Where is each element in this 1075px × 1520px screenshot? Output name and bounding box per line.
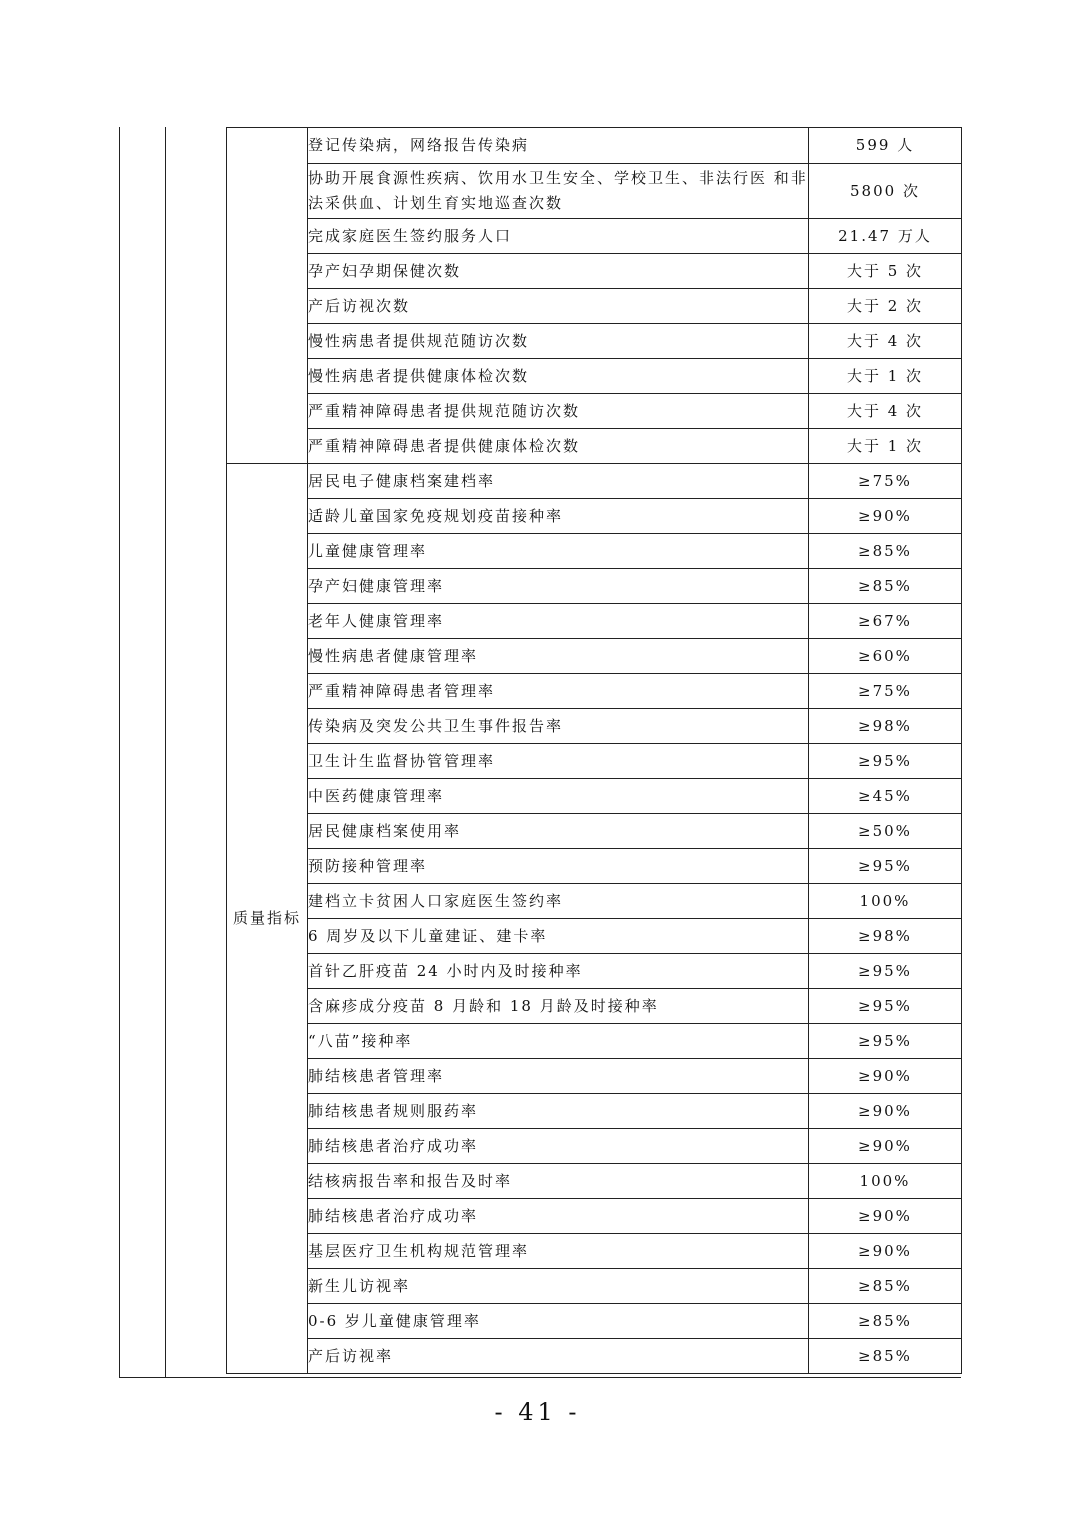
table-row bbox=[227, 1059, 962, 1094]
table-row bbox=[227, 1164, 962, 1199]
indicator-value-cell: 大于 4 次 bbox=[809, 324, 962, 359]
indicator-value-cell: ≥45% bbox=[809, 779, 962, 814]
table-row bbox=[227, 429, 962, 464]
indicator-value-cell: ≥98% bbox=[809, 919, 962, 954]
indicator-name-cell: 基层医疗卫生机构规范管理率 bbox=[308, 1234, 809, 1269]
indicator-value-cell: 599 人 bbox=[809, 128, 962, 164]
table-row bbox=[227, 1339, 962, 1374]
table-row bbox=[227, 569, 962, 604]
indicator-name-cell: 严重精神障碍患者提供健康体检次数 bbox=[308, 429, 809, 464]
indicator-value-cell: 100% bbox=[809, 884, 962, 919]
table-row bbox=[227, 464, 962, 499]
indicator-value-cell: 大于 1 次 bbox=[809, 359, 962, 394]
indicator-value-cell: ≥85% bbox=[809, 569, 962, 604]
table-row bbox=[227, 1304, 962, 1339]
indicator-value-cell: ≥90% bbox=[809, 1059, 962, 1094]
indicator-value-cell: 21.47 万人 bbox=[809, 219, 962, 254]
indicator-value-cell: ≥95% bbox=[809, 989, 962, 1024]
indicator-value-cell: ≥85% bbox=[809, 1339, 962, 1374]
indicator-name-cell: 慢性病患者健康管理率 bbox=[308, 639, 809, 674]
indicator-name-cell: 产后访视次数 bbox=[308, 289, 809, 324]
table-left-border bbox=[119, 127, 120, 1378]
indicator-name-cell: 孕产妇孕期保健次数 bbox=[308, 254, 809, 289]
indicator-value-cell: ≥95% bbox=[809, 1024, 962, 1059]
page-number: - 41 - bbox=[494, 1398, 581, 1426]
table-row bbox=[227, 359, 962, 394]
category-cell: 质量指标 bbox=[227, 464, 308, 1374]
indicator-value-cell: ≥90% bbox=[809, 1234, 962, 1269]
table-row bbox=[227, 989, 962, 1024]
indicator-name-cell: 协助开展食源性疾病、饮用水卫生安全、学校卫生、非法行医 和非法采供血、计划生育实地巡查次数 bbox=[308, 164, 809, 219]
indicator-value-cell: 大于 4 次 bbox=[809, 394, 962, 429]
table-row bbox=[227, 779, 962, 814]
table-row bbox=[227, 604, 962, 639]
indicator-value-cell: ≥60% bbox=[809, 639, 962, 674]
indicator-name-cell: 肺结核患者规则服药率 bbox=[308, 1094, 809, 1129]
indicator-name-cell: “八苗”接种率 bbox=[308, 1024, 809, 1059]
category-cell bbox=[227, 128, 308, 464]
table-row bbox=[227, 919, 962, 954]
indicator-name-cell: 老年人健康管理率 bbox=[308, 604, 809, 639]
table-row bbox=[227, 674, 962, 709]
table-row bbox=[227, 709, 962, 744]
indicator-name-cell: 卫生计生监督协管管理率 bbox=[308, 744, 809, 779]
indicator-name-cell: 中医药健康管理率 bbox=[308, 779, 809, 814]
indicator-name-cell: 登记传染病，网络报告传染病 bbox=[308, 128, 809, 164]
table-row bbox=[227, 219, 962, 254]
indicator-name-cell: 慢性病患者提供规范随访次数 bbox=[308, 324, 809, 359]
indicator-name-cell: 居民健康档案使用率 bbox=[308, 814, 809, 849]
indicator-name-cell: 肺结核患者治疗成功率 bbox=[308, 1199, 809, 1234]
indicator-table bbox=[226, 127, 962, 1374]
indicator-name-cell: 肺结核患者治疗成功率 bbox=[308, 1129, 809, 1164]
table-column-divider-1 bbox=[165, 127, 166, 1378]
table-row bbox=[227, 954, 962, 989]
indicator-name-cell: 含麻疹成分疫苗 8 月龄和 18 月龄及时接种率 bbox=[308, 989, 809, 1024]
indicator-value-cell: ≥85% bbox=[809, 1304, 962, 1339]
indicator-name-cell: 居民电子健康档案建档率 bbox=[308, 464, 809, 499]
indicator-name-cell: 孕产妇健康管理率 bbox=[308, 569, 809, 604]
table-row bbox=[227, 1094, 962, 1129]
table-row bbox=[227, 884, 962, 919]
table-row bbox=[227, 128, 962, 164]
indicator-name-cell: 适龄儿童国家免疫规划疫苗接种率 bbox=[308, 499, 809, 534]
indicator-name-cell: 6 周岁及以下儿童建证、建卡率 bbox=[308, 919, 809, 954]
indicator-name-cell: 完成家庭医生签约服务人口 bbox=[308, 219, 809, 254]
table-row bbox=[227, 394, 962, 429]
indicator-value-cell: ≥50% bbox=[809, 814, 962, 849]
indicator-value-cell: ≥95% bbox=[809, 849, 962, 884]
indicator-value-cell: 大于 1 次 bbox=[809, 429, 962, 464]
indicator-value-cell: ≥90% bbox=[809, 1094, 962, 1129]
table-row bbox=[227, 289, 962, 324]
indicator-name-cell: 首针乙肝疫苗 24 小时内及时接种率 bbox=[308, 954, 809, 989]
indicator-value-cell: ≥90% bbox=[809, 1199, 962, 1234]
indicator-value-cell: ≥85% bbox=[809, 534, 962, 569]
indicator-value-cell: ≥90% bbox=[809, 1129, 962, 1164]
indicator-value-cell: 大于 2 次 bbox=[809, 289, 962, 324]
table-row bbox=[227, 744, 962, 779]
indicator-name-cell: 建档立卡贫困人口家庭医生签约率 bbox=[308, 884, 809, 919]
indicator-name-cell: 肺结核患者管理率 bbox=[308, 1059, 809, 1094]
indicator-value-cell: ≥85% bbox=[809, 1269, 962, 1304]
indicator-name-cell: 传染病及突发公共卫生事件报告率 bbox=[308, 709, 809, 744]
indicator-value-cell: 100% bbox=[809, 1164, 962, 1199]
table-row bbox=[227, 849, 962, 884]
indicator-value-cell: ≥75% bbox=[809, 674, 962, 709]
indicator-value-cell: ≥75% bbox=[809, 464, 962, 499]
table-row bbox=[227, 1129, 962, 1164]
indicator-table-body bbox=[227, 128, 962, 1374]
indicator-value-cell: ≥98% bbox=[809, 709, 962, 744]
indicator-name-cell: 产后访视率 bbox=[308, 1339, 809, 1374]
indicator-value-cell: ≥95% bbox=[809, 744, 962, 779]
indicator-name-cell: 严重精神障碍患者提供规范随访次数 bbox=[308, 394, 809, 429]
indicator-value-cell: ≥90% bbox=[809, 499, 962, 534]
indicator-name-cell: 结核病报告率和报告及时率 bbox=[308, 1164, 809, 1199]
table-row bbox=[227, 1024, 962, 1059]
indicator-value-cell: 5800 次 bbox=[809, 164, 962, 219]
indicator-value-cell: ≥67% bbox=[809, 604, 962, 639]
table-row bbox=[227, 1199, 962, 1234]
table-row bbox=[227, 164, 962, 219]
table-row bbox=[227, 814, 962, 849]
indicator-name-cell: 儿童健康管理率 bbox=[308, 534, 809, 569]
indicator-name-cell: 慢性病患者提供健康体检次数 bbox=[308, 359, 809, 394]
indicator-name-cell: 0-6 岁儿童健康管理率 bbox=[308, 1304, 809, 1339]
table-row bbox=[227, 1234, 962, 1269]
table-row bbox=[227, 499, 962, 534]
table-row bbox=[227, 534, 962, 569]
indicator-name-cell: 新生儿访视率 bbox=[308, 1269, 809, 1304]
table-bottom-border bbox=[119, 1377, 961, 1378]
indicator-value-cell: 大于 5 次 bbox=[809, 254, 962, 289]
table-row bbox=[227, 639, 962, 674]
table-row bbox=[227, 324, 962, 359]
indicator-name-cell: 预防接种管理率 bbox=[308, 849, 809, 884]
indicator-value-cell: ≥95% bbox=[809, 954, 962, 989]
indicator-name-cell: 严重精神障碍患者管理率 bbox=[308, 674, 809, 709]
table-row bbox=[227, 254, 962, 289]
table-row bbox=[227, 1269, 962, 1304]
